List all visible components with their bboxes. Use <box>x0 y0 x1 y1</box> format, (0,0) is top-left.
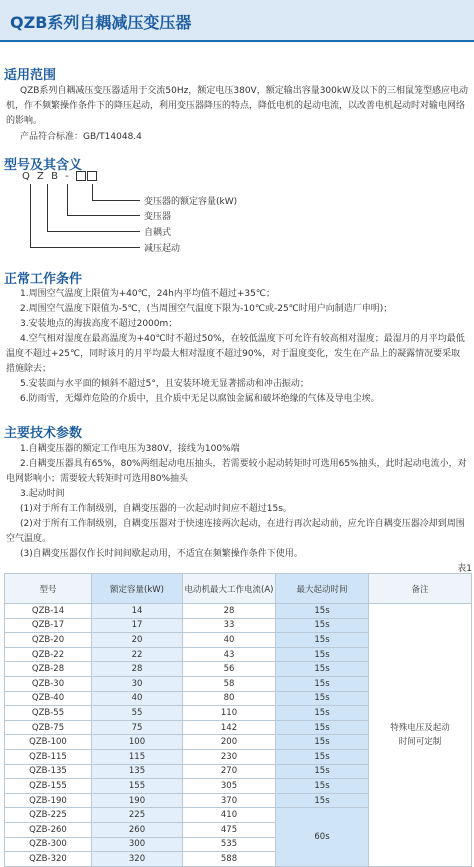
cell-start-time: 15s <box>276 735 369 750</box>
cell-start-time: 60s <box>276 808 369 866</box>
cell-model: QZB-135 <box>5 764 92 779</box>
conditions-list <box>6 287 468 407</box>
cell-model: QZB-190 <box>5 793 92 808</box>
cell-model: QZB-14 <box>5 604 92 619</box>
cell-capacity: 260 <box>92 822 183 837</box>
tech-item: 3.起动时间 <box>20 489 65 499</box>
col-header-start-time: 最大起动时间 <box>276 574 369 604</box>
cell-model: QZB-100 <box>5 735 92 750</box>
scope-heading: 适用范围 <box>4 68 57 83</box>
cell-model: QZB-260 <box>5 822 92 837</box>
standard-text: 产品符合标准：GB/T14048.4 <box>20 132 142 142</box>
model-code <box>22 171 98 182</box>
cell-capacity: 14 <box>92 604 183 619</box>
cell-start-time: 15s <box>276 618 369 633</box>
tech-item: 1.自耦变压器的额定工作电压为380V，接线为100%端 <box>20 444 240 454</box>
model-label-transformer: 变压器 <box>144 212 172 222</box>
cell-model: QZB-320 <box>5 852 92 867</box>
cell-current: 40 <box>183 633 276 648</box>
cell-capacity: 100 <box>92 735 183 750</box>
connector-line <box>67 215 140 216</box>
connector-line <box>30 184 31 248</box>
cell-current: 475 <box>183 822 276 837</box>
cell-capacity: 30 <box>92 676 183 691</box>
placeholder-box <box>76 171 86 181</box>
cell-model: QZB-75 <box>5 720 92 735</box>
cell-start-time: 15s <box>276 706 369 721</box>
cell-start-time: 15s <box>276 779 369 794</box>
cell-current: 200 <box>183 735 276 750</box>
cell-capacity: 225 <box>92 808 183 823</box>
cell-capacity: 135 <box>92 764 183 779</box>
tech-item: (2)对于所有工作制级别，自耦变压器对于快速连接两次起动，在进行再次起动前，应允许自耦变压器冷却到周围空气温度。 <box>6 519 465 544</box>
tech-list <box>6 442 468 562</box>
col-header-capacity: 额定容量(kW) <box>92 574 183 604</box>
cell-start-time: 15s <box>276 720 369 735</box>
cell-capacity: 20 <box>92 633 183 648</box>
connector-line <box>92 184 93 201</box>
cell-start-time: 15s <box>276 764 369 779</box>
condition-item: 4.空气相对湿度在最高温度为+40℃时不超过50%，在较低温度下可允许有较高相对湿度；最湿月的月平均最低温度不超过+25℃，同时该月的月平均最大相对湿度不超过90%，对于温度变化，发生在产品上的凝露情况要采取措施除去； <box>6 334 465 374</box>
cell-current: 230 <box>183 749 276 764</box>
cell-current: 142 <box>183 720 276 735</box>
cell-start-time: 15s <box>276 662 369 677</box>
cell-model: QZB-40 <box>5 691 92 706</box>
table-row <box>5 604 472 619</box>
col-header-current: 电动机最大工作电流(A) <box>183 574 276 604</box>
cell-model: QZB-17 <box>5 618 92 633</box>
cell-current: 535 <box>183 837 276 852</box>
cell-current: 588 <box>183 852 276 867</box>
cell-capacity: 115 <box>92 749 183 764</box>
cell-capacity: 17 <box>92 618 183 633</box>
cell-current: 80 <box>183 691 276 706</box>
cell-model: QZB-22 <box>5 647 92 662</box>
cell-note: 特殊电压及起动时间可定制 <box>369 604 472 867</box>
cell-capacity: 40 <box>92 691 183 706</box>
model-heading: 型号及其含义 <box>4 158 83 173</box>
cell-current: 56 <box>183 662 276 677</box>
spec-table <box>4 573 472 867</box>
connector-line <box>92 200 140 201</box>
condition-item: 3.安装地点的海拔高度不超过2000m； <box>20 319 178 329</box>
cell-current: 28 <box>183 604 276 619</box>
col-header-model: 型号 <box>5 574 92 604</box>
cell-start-time: 15s <box>276 604 369 619</box>
cell-current: 33 <box>183 618 276 633</box>
page-title: QZB系列自耦减压变压器 <box>10 13 192 32</box>
condition-item: 1.周围空气温度上限值为+40℃，24h内平均值不超过+35℃； <box>20 289 275 299</box>
table-header-row <box>5 574 472 604</box>
title-bar <box>0 0 474 42</box>
cell-model: QZB-155 <box>5 779 92 794</box>
cell-model: QZB-115 <box>5 749 92 764</box>
cell-model: QZB-225 <box>5 808 92 823</box>
cell-model: QZB-28 <box>5 662 92 677</box>
connector-line <box>67 184 68 216</box>
table-caption: 表1 <box>457 564 472 574</box>
cell-current: 410 <box>183 808 276 823</box>
tech-heading: 主要技术参数 <box>4 426 83 441</box>
placeholder-box <box>87 171 97 181</box>
cell-current: 270 <box>183 764 276 779</box>
condition-item: 6.防雨雪，无爆炸危险的介质中，且介质中无足以腐蚀金属和破坏绝缘的气体及导电尘埃。 <box>20 394 380 404</box>
cell-capacity: 28 <box>92 662 183 677</box>
cell-model: QZB-30 <box>5 676 92 691</box>
connector-line <box>47 184 48 232</box>
cell-start-time: 15s <box>276 691 369 706</box>
tech-item: 2.自耦变压器具有65%，80%两组起动电压抽头，若需要较小起动转矩时可选用65%抽头，此时起动电流小，对电网影响小；需要较大转矩时可选用80%抽头 <box>6 459 467 484</box>
cell-start-time: 15s <box>276 749 369 764</box>
cell-current: 110 <box>183 706 276 721</box>
cell-capacity: 75 <box>92 720 183 735</box>
condition-item: 2.周围空气温度下限值为-5℃，(当周围空气温度下限为-10℃或-25℃时用户向制造厂申明)； <box>20 304 393 314</box>
cell-start-time: 15s <box>276 676 369 691</box>
cell-current: 305 <box>183 779 276 794</box>
scope-text: QZB系列自耦减压变压器适用于交流50Hz，额定电压380V，额定输出容量300kW及以下的三相鼠笼型感应电动机，作不频繁操作条件下的降压起动，利用变压器降压的特点，降低电机的起动电流，以改善电机起动时对输电网络的影响。 <box>6 86 468 126</box>
cell-capacity: 22 <box>92 647 183 662</box>
tech-item: (3)自耦变压器仅作长时间间歇起动用，不适宜在频繁操作条件下使用。 <box>20 549 303 559</box>
connector-line <box>47 231 140 232</box>
cell-capacity: 320 <box>92 852 183 867</box>
cell-start-time: 15s <box>276 647 369 662</box>
cell-current: 370 <box>183 793 276 808</box>
conditions-heading: 正常工作条件 <box>4 272 83 287</box>
model-label-auto: 自耦式 <box>144 228 172 238</box>
cell-model: QZB-55 <box>5 706 92 721</box>
cell-model: QZB-300 <box>5 837 92 852</box>
cell-start-time: 15s <box>276 633 369 648</box>
model-code-text: Q Z B - <box>22 171 71 182</box>
condition-item: 5.安装面与水平面的倾斜不超过5°，且安装环境无显著摇动和冲击振动； <box>20 379 309 389</box>
connector-line <box>30 247 140 248</box>
cell-model: QZB-20 <box>5 633 92 648</box>
cell-start-time: 15s <box>276 793 369 808</box>
cell-capacity: 155 <box>92 779 183 794</box>
model-label-start: 减压起动 <box>144 244 181 254</box>
cell-capacity: 190 <box>92 793 183 808</box>
cell-capacity: 55 <box>92 706 183 721</box>
tech-item: (1)对于所有工作制级别，自耦变压器的一次起动时间应不超过15s。 <box>20 504 292 514</box>
cell-current: 43 <box>183 647 276 662</box>
model-label-capacity: 变压器的额定容量(kW) <box>144 197 238 207</box>
cell-capacity: 300 <box>92 837 183 852</box>
col-header-note: 备注 <box>369 574 472 604</box>
cell-current: 58 <box>183 676 276 691</box>
